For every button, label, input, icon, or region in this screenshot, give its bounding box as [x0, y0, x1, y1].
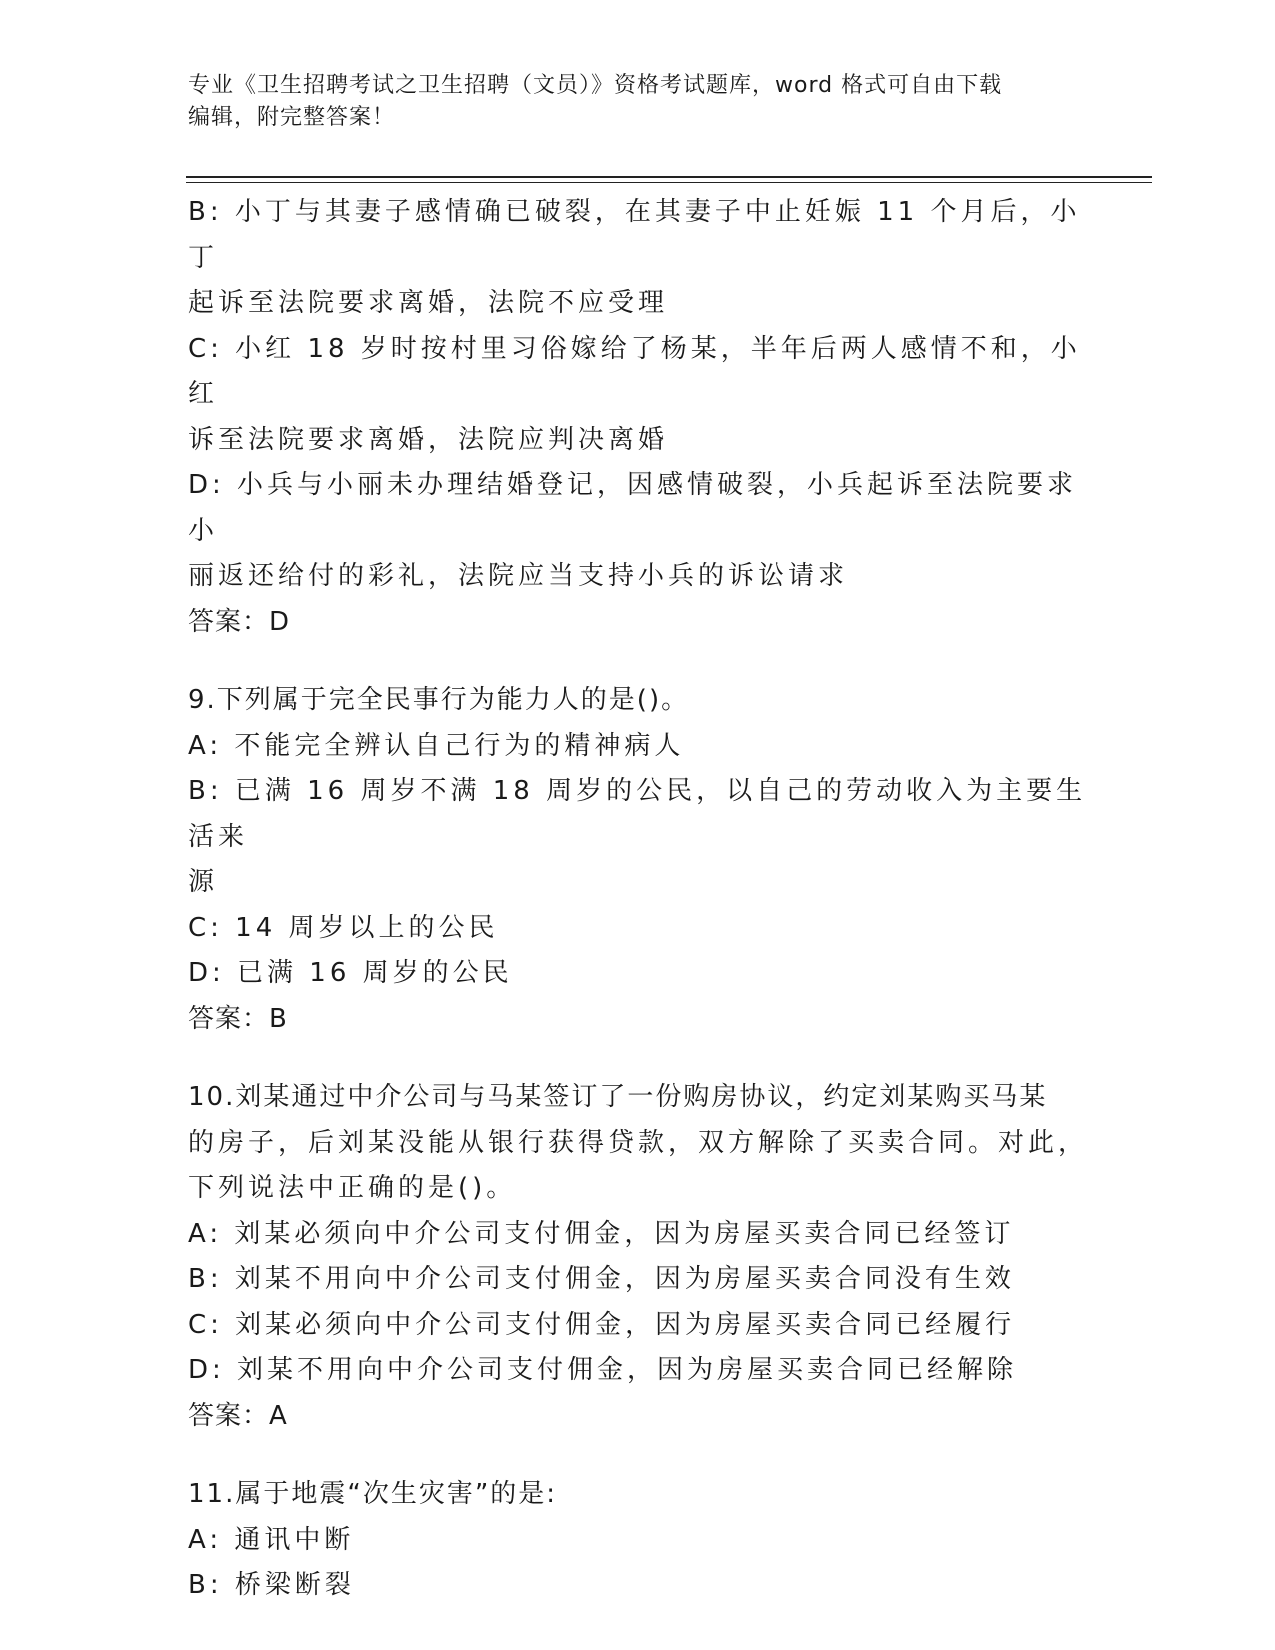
option-d-line-2: 丽返还给付的彩礼，法院应当支持小兵的诉讼请求: [188, 561, 849, 591]
header-rule-thick: [186, 176, 1152, 178]
spacer: [188, 1042, 1088, 1075]
option-a: A: 通讯中断: [188, 1524, 355, 1555]
option-a: A: 刘某必须向中介公司支付佣金，因为房屋买卖合同已经签订: [188, 1218, 1015, 1249]
question-9: [188, 678, 1088, 1042]
question-stem-line-3: 下列说法中正确的是()。: [188, 1173, 517, 1203]
answer: 答案：A: [188, 1400, 288, 1431]
answer: 答案：D: [188, 606, 291, 637]
option-c: C: 刘某必须向中介公司支付佣金，因为房屋买卖合同已经履行: [188, 1309, 1016, 1340]
answer: 答案：B: [188, 1003, 288, 1034]
question-stem: 9.下列属于完全民事行为能力人的是()。: [188, 685, 690, 715]
header-line-2: 编辑，附完整答案！: [188, 105, 396, 130]
spacer: [188, 645, 1088, 678]
option-c-line-1: C: 小红 18 岁时按村里习俗嫁给了杨某，半年后两人感情不和，小红: [188, 333, 1081, 409]
option-b-line-2: 源: [188, 867, 219, 897]
question-stem-line-2: 的房子，后刘某没能从银行获得贷款，双方解除了买卖合同。对此，: [188, 1127, 1089, 1158]
header-rule-thin: [186, 182, 1152, 183]
option-d-line-1: D: 小兵与小丽未办理结婚登记，因感情破裂，小兵起诉至法院要求小: [188, 470, 1078, 546]
question-stem: 11.属于地震“次生灾害”的是:: [188, 1479, 558, 1509]
question-stem-line-1: 10.刘某通过中介公司与马某签订了一份购房协议，约定刘某购买马某: [188, 1082, 1048, 1112]
header-line-1: 专业《卫生招聘考试之卫生招聘（文员）》资格考试题库，word 格式可自由下载: [188, 73, 1003, 98]
question-10: [188, 1075, 1088, 1439]
option-d: D: 已满 16 周岁的公民: [188, 958, 513, 988]
option-b: B: 桥梁断裂: [188, 1570, 355, 1600]
question-8: [188, 190, 1088, 645]
document-header: [188, 70, 1068, 134]
option-a: A: 不能完全辨认自己行为的精神病人: [188, 730, 685, 761]
option-b-line-2: 起诉至法院要求离婚，法院不应受理: [188, 288, 669, 318]
option-c: C: 14 周岁以上的公民: [188, 912, 499, 943]
option-c-line-2: 诉至法院要求离婚，法院应判决离婚: [188, 424, 669, 455]
option-d: D: 刘某不用向中介公司支付佣金，因为房屋买卖合同已经解除: [188, 1355, 1018, 1385]
question-11: [188, 1472, 1088, 1609]
option-b-line-1: B: 已满 16 周岁不满 18 周岁的公民，以自己的劳动收入为主要生活来: [188, 776, 1087, 852]
spacer: [188, 1439, 1088, 1472]
question-content: [188, 190, 1088, 1609]
option-b: B: 刘某不用向中介公司支付佣金，因为房屋买卖合同没有生效: [188, 1264, 1015, 1294]
option-b-line-1: B: 小丁与其妻子感情确已破裂，在其妻子中止妊娠 11 个月后，小丁: [188, 197, 1081, 273]
